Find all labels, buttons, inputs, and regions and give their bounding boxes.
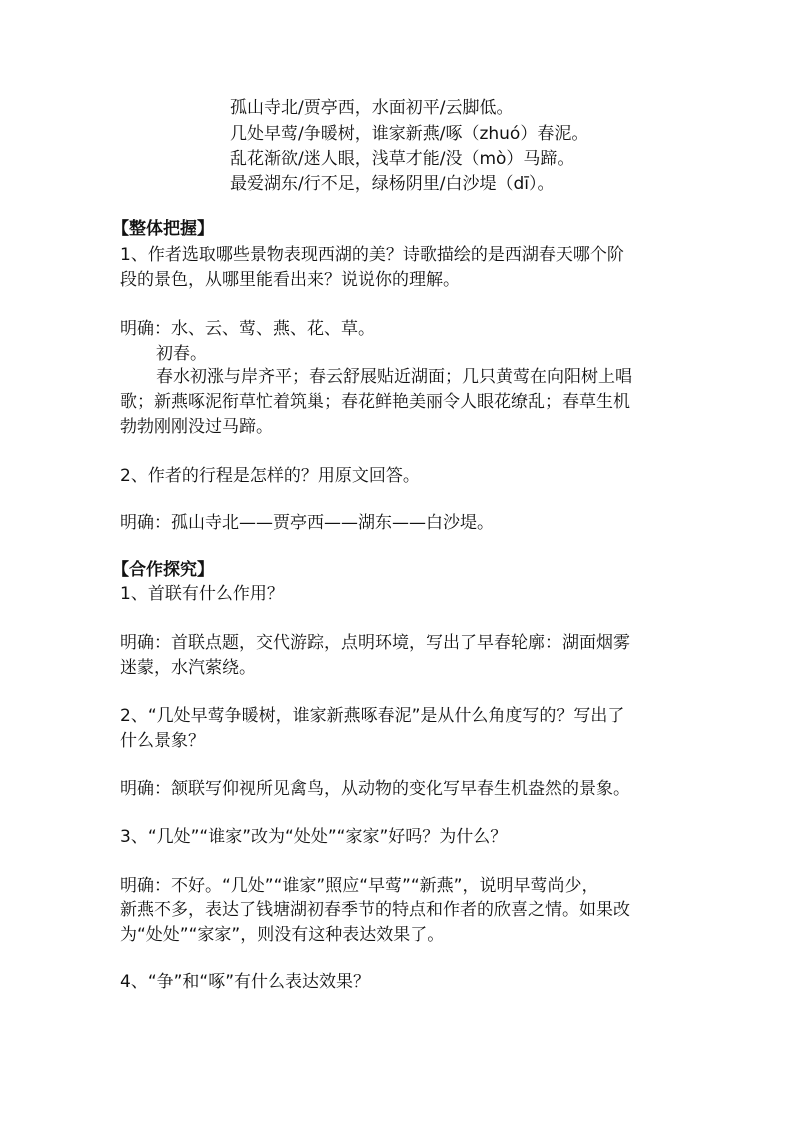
section-heading-cooperative-inquiry: 【合作探究】	[112, 560, 214, 580]
inquiry-question-2-line-2: 什么景象？	[120, 731, 205, 751]
poem-line-1: 孤山寺北/贾亭西，水面初平/云脚低。	[230, 98, 514, 118]
inquiry-answer-1-line-2: 迷蒙，水汽萦绕。	[120, 658, 256, 678]
answer-1-line-3: 春水初涨与岸齐平；春云舒展贴近湖面；几只黄莺在向阳树上唱	[156, 367, 632, 387]
question-2: 2、作者的行程是怎样的？用原文回答。	[120, 466, 420, 486]
inquiry-question-1: 1、首联有什么作用？	[120, 584, 284, 604]
answer-1-line-1: 明确：水、云、莺、燕、花、草。	[120, 319, 375, 339]
inquiry-answer-3-line-3: 为“处处”“家家”，则没有这种表达效果了。	[120, 925, 445, 945]
inquiry-answer-2: 明确：颔联写仰视所见禽鸟，从动物的变化写早春生机盎然的景象。	[120, 779, 630, 799]
section-heading-overview: 【整体把握】	[112, 219, 214, 239]
inquiry-answer-1-line-1: 明确：首联点题，交代游踪，点明环境，写出了早春轮廓：湖面烟雾	[120, 633, 630, 653]
poem-line-2: 几处早莺/争暖树，谁家新燕/啄（zhuó）春泥。	[230, 124, 589, 144]
answer-1-line-4: 歌；新燕啄泥衔草忙着筑巢；春花鲜艳美丽令人眼花缭乱；春草生机	[120, 392, 630, 412]
answer-1-line-2: 初春。	[156, 344, 207, 364]
question-1-line-1: 1、作者选取哪些景物表现西湖的美？诗歌描绘的是西湖春天哪个阶	[120, 245, 624, 265]
answer-2: 明确：孤山寺北——贾亭西——湖东——白沙堤。	[120, 513, 494, 533]
inquiry-answer-3-line-1: 明确：不好。“几处”“谁家”照应“早莺”“新燕”，说明早莺尚少，	[120, 876, 599, 896]
inquiry-question-4: 4、“争”和“啄”有什么表达效果？	[120, 972, 371, 992]
inquiry-question-3: 3、“几处”“谁家”改为“处处”“家家”好吗？为什么？	[120, 827, 508, 847]
poem-line-3: 乱花渐欲/迷人眼，浅草才能/没（mò）马蹄。	[230, 149, 575, 169]
answer-1-line-5: 勃勃刚刚没过马蹄。	[120, 417, 273, 437]
poem-line-4: 最爱湖东/行不足，绿杨阴里/白沙堤（dī）。	[230, 174, 555, 194]
inquiry-question-2-line-1: 2、“几处早莺争暖树，谁家新燕啄春泥”是从什么角度写的？写出了	[120, 706, 625, 726]
inquiry-answer-3-line-2: 新燕不多，表达了钱塘湖初春季节的特点和作者的欣喜之情。如果改	[120, 900, 630, 920]
question-1-line-2: 段的景色，从哪里能看出来？说说你的理解。	[120, 270, 460, 290]
